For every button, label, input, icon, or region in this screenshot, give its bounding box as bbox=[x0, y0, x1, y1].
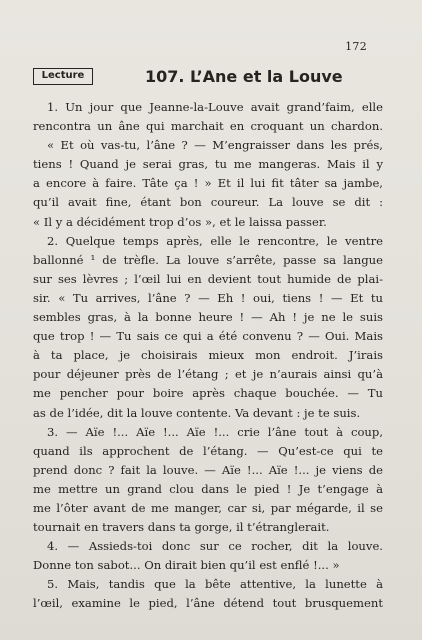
text-line: me pencher pour boire après chaque bouchée. — Tu bbox=[33, 386, 383, 401]
text-line: me mettre un grand clou dans le pied ! Je t’engage à bbox=[33, 481, 383, 496]
page-number: 172 bbox=[345, 40, 367, 53]
text-line: qu’il avait fine, étant bon coureur. La louve se dit : bbox=[33, 195, 383, 210]
text-line: 1. Un jour que Jeanne-la-Louve avait grand’faim, elle bbox=[47, 100, 383, 114]
text-line: à ta place, je choisirais mieux mon endroit. J’irais bbox=[33, 348, 383, 363]
text-line: tournait en travers dans ta gorge, il t’étranglerait. bbox=[33, 520, 330, 535]
text-line: « Et où vas-tu, l’âne ? — M’engraisser dans les prés, bbox=[47, 138, 383, 153]
text-line: sur ses lèvres ; l’œil lui en devient tout humide de plai- bbox=[33, 271, 383, 286]
text-line: que trop ! — Tu sais ce qui a été convenu ? — Oui. Mais bbox=[33, 329, 383, 344]
text-line: « Il y a décidément trop d’os », et le laissa passer. bbox=[33, 214, 327, 229]
chapter-heading bbox=[33, 66, 384, 90]
text-line: pour déjeuner près de l’étang ; et je n’aurais ainsi qu’à bbox=[33, 367, 383, 382]
text-line: tiens ! Quand je serai gras, tu me mangeras. Mais il y bbox=[33, 157, 383, 172]
text-line: 4. — Assieds-toi donc sur ce rocher, dit la louve. bbox=[47, 539, 383, 554]
chapter-title: 107. L’Ane et la Louve bbox=[145, 67, 343, 86]
text-line: Donne ton sabot... On dirait bien qu’il est enflé !... » bbox=[33, 558, 340, 573]
text-line: ballonné ¹ de trèfle. La louve s’arrête, passe sa langue bbox=[33, 252, 383, 267]
text-line: l’œil, examine le pied, l’âne détend tout brusquement bbox=[33, 596, 383, 611]
text-line: rencontra un âne qui marchait en croquant un chardon. bbox=[33, 119, 383, 134]
text-line: sir. « Tu arrives, l’âne ? — Eh ! oui, tiens ! — Et tu bbox=[33, 290, 383, 305]
text-line: as de l’idée, dit la louve contente. Va devant : je te suis. bbox=[33, 405, 361, 420]
text-line: 2. Quelque temps après, elle le rencontre, le ventre bbox=[47, 233, 383, 248]
text-line: me l’ôter avant de me manger, car si, par mégarde, il se bbox=[33, 500, 383, 515]
story-text bbox=[33, 98, 383, 614]
text-line: quand ils approchent de l’étang. — Qu’est-ce qui te bbox=[33, 443, 383, 458]
text-line: 5. Mais, tandis que la bête attentive, la lunette à bbox=[47, 577, 383, 592]
section-label-box: Lecture bbox=[33, 68, 93, 85]
text-line: sembles gras, à la bonne heure ! — Ah ! je ne le suis bbox=[33, 310, 383, 325]
text-line: a encore à faire. Tâte ça ! » Et il lui fit tâter sa jambe, bbox=[33, 176, 383, 191]
text-line: prend donc ? fait la louve. — Aïe !... Aïe !... je viens de bbox=[33, 462, 383, 477]
text-line: 3. — Aïe !... Aïe !... Aïe !... crie l’âne tout à coup, bbox=[47, 424, 383, 439]
